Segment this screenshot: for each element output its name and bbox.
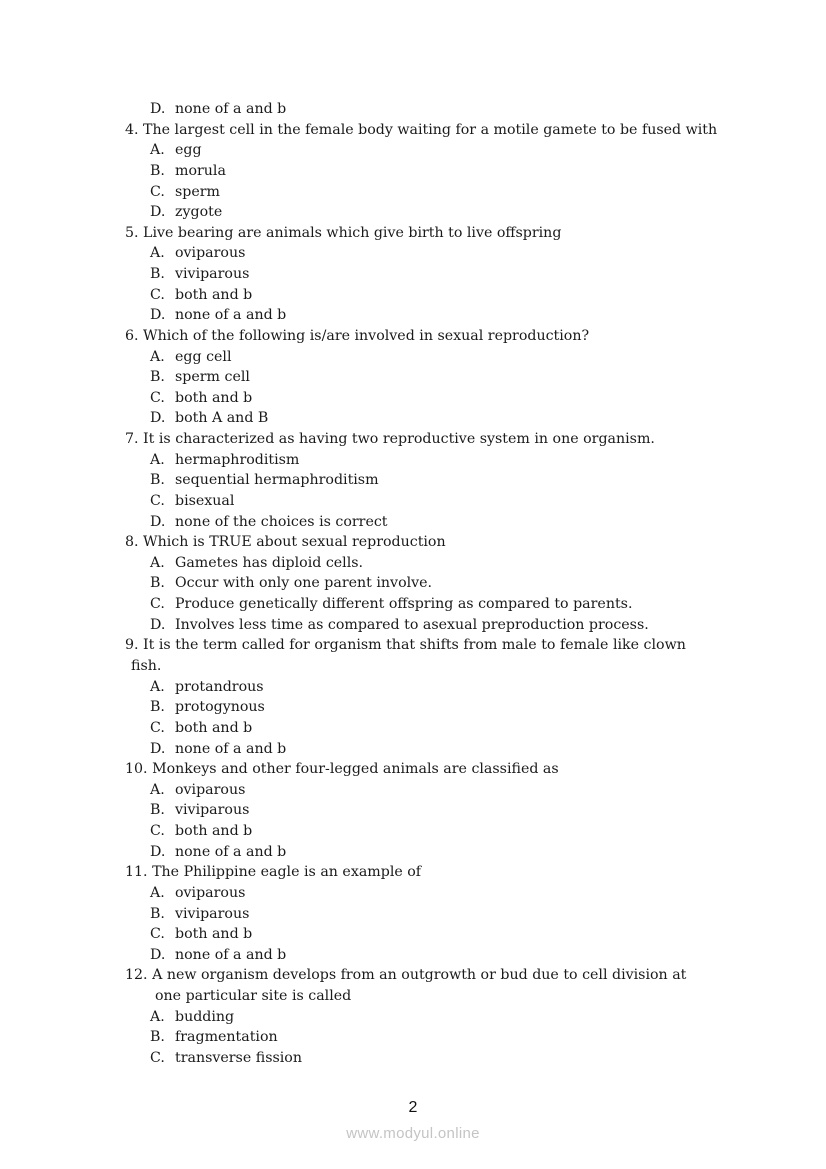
option-letter: A. (150, 1008, 165, 1025)
option-text: sperm cell (175, 369, 250, 386)
option-letter: D. (150, 616, 166, 633)
answer-option (150, 512, 388, 533)
option-text: both and b (175, 286, 253, 303)
answer-option (150, 945, 286, 966)
option-text: Involves less time as compared to asexual preproduction process. (175, 616, 649, 633)
answer-option (150, 367, 250, 388)
answer-option (150, 470, 379, 491)
answer-option (150, 573, 432, 594)
option-letter: B. (150, 369, 165, 386)
option-letter: C. (150, 492, 165, 509)
answer-option (150, 1048, 302, 1069)
option-text: egg cell (175, 348, 232, 365)
answer-option (150, 161, 226, 182)
option-text: bisexual (175, 492, 235, 509)
option-text: egg (175, 142, 202, 159)
answer-option (150, 264, 249, 285)
option-letter: C. (150, 596, 165, 613)
option-letter: C. (150, 823, 165, 840)
question-text: 9. It is the term called for organism that shifts from male to female like clown (125, 637, 686, 654)
answer-option (150, 739, 286, 760)
watermark: www.modyul.online (346, 1125, 480, 1142)
option-letter: B. (150, 162, 165, 179)
answer-option (150, 842, 286, 863)
option-text: transverse fission (175, 1049, 302, 1066)
answer-option (150, 697, 265, 718)
answer-option (150, 99, 286, 120)
option-text: morula (175, 162, 226, 179)
option-text: viviparous (175, 266, 250, 283)
answer-option (150, 904, 249, 925)
option-text: Produce genetically different offspring as compared to parents. (175, 596, 633, 613)
answer-option (150, 780, 245, 801)
option-letter: B. (150, 1029, 165, 1046)
answer-option (150, 285, 252, 306)
option-letter: B. (150, 802, 165, 819)
option-text: none of a and b (175, 843, 287, 860)
page-number: 2 (408, 1099, 418, 1116)
option-text: both and b (175, 823, 253, 840)
option-text: Occur with only one parent involve. (175, 575, 433, 592)
answer-option (150, 677, 264, 698)
question-text: 8. Which is TRUE about sexual reproduction (125, 534, 446, 551)
option-letter: D. (150, 410, 166, 427)
option-text: protogynous (175, 699, 265, 716)
option-text: both and b (175, 719, 253, 736)
option-text: sperm (175, 183, 220, 200)
option-text: none of a and b (175, 946, 287, 963)
option-text: Gametes has diploid cells. (175, 554, 364, 571)
question-text: 7. It is characterized as having two reproductive system in one organism. (125, 431, 655, 448)
answer-option (150, 182, 220, 203)
option-letter: B. (150, 905, 165, 922)
option-text: none of a and b (175, 101, 287, 117)
option-text: both A and B (175, 410, 269, 427)
answer-option (150, 140, 202, 161)
option-text: viviparous (175, 905, 250, 922)
answer-option (150, 800, 249, 821)
answer-option (150, 450, 299, 471)
option-text: oviparous (175, 884, 246, 901)
option-letter: A. (150, 245, 165, 262)
answer-option (150, 718, 252, 739)
answer-option (150, 491, 234, 512)
option-text: oviparous (175, 781, 246, 798)
option-letter: D. (150, 843, 166, 860)
answer-option (150, 1007, 234, 1028)
option-letter: A. (150, 451, 165, 468)
option-text: fragmentation (175, 1029, 278, 1046)
question-text: fish. (131, 658, 162, 674)
option-letter: B. (150, 266, 165, 283)
answer-option (150, 594, 632, 615)
question-text: one particular site is called (155, 988, 352, 1005)
answer-option (150, 821, 252, 842)
answer-option (150, 202, 222, 223)
option-letter: C. (150, 286, 165, 303)
option-letter: B. (150, 472, 165, 489)
option-text: oviparous (175, 245, 246, 262)
option-letter: C. (150, 183, 165, 200)
answer-option (150, 347, 232, 368)
answer-option (150, 243, 245, 264)
question-text: 6. Which of the following is/are involved in sexual reproduction? (125, 327, 590, 344)
option-letter: A. (150, 554, 165, 571)
option-letter: D. (150, 204, 166, 221)
option-letter: A. (150, 781, 165, 798)
option-text: viviparous (175, 802, 250, 819)
option-text: both and b (175, 926, 253, 943)
option-text: protandrous (175, 678, 264, 695)
answer-option (150, 388, 252, 409)
option-letter: A. (150, 678, 165, 695)
option-text: none of a and b (175, 307, 287, 324)
option-letter: D. (150, 101, 166, 117)
option-text: budding (175, 1008, 235, 1025)
option-text: zygote (175, 204, 223, 221)
option-letter: D. (150, 307, 166, 324)
question-text: 4. The largest cell in the female body waiting for a motile gamete to be fused with (125, 121, 718, 138)
option-letter: A. (150, 142, 165, 159)
option-text: hermaphroditism (175, 451, 300, 468)
option-letter: D. (150, 946, 166, 963)
answer-option (150, 408, 268, 429)
question-text: 10. Monkeys and other four-legged animals are classified as (125, 761, 559, 778)
question-text: 11. The Philippine eagle is an example of (125, 864, 422, 881)
option-text: none of a and b (175, 740, 287, 757)
option-letter: D. (150, 513, 166, 530)
option-letter: C. (150, 926, 165, 943)
answer-option (150, 883, 245, 904)
option-text: both and b (175, 389, 253, 406)
question-text: 5. Live bearing are animals which give birth to live offspring (125, 224, 562, 241)
option-letter: A. (150, 348, 165, 365)
answer-option (150, 553, 363, 574)
option-letter: C. (150, 719, 165, 736)
answer-option (150, 1027, 278, 1048)
option-letter: C. (150, 1049, 165, 1066)
option-letter: A. (150, 884, 165, 901)
question-text: 12. A new organism develops from an outgrowth or bud due to cell division at (125, 967, 687, 984)
option-text: sequential hermaphroditism (175, 472, 379, 489)
answer-option (150, 924, 252, 945)
option-text: none of the choices is correct (175, 513, 388, 530)
answer-option (150, 615, 649, 636)
answer-option (150, 305, 286, 326)
option-letter: B. (150, 699, 165, 716)
option-letter: B. (150, 575, 165, 592)
option-letter: C. (150, 389, 165, 406)
option-letter: D. (150, 740, 166, 757)
